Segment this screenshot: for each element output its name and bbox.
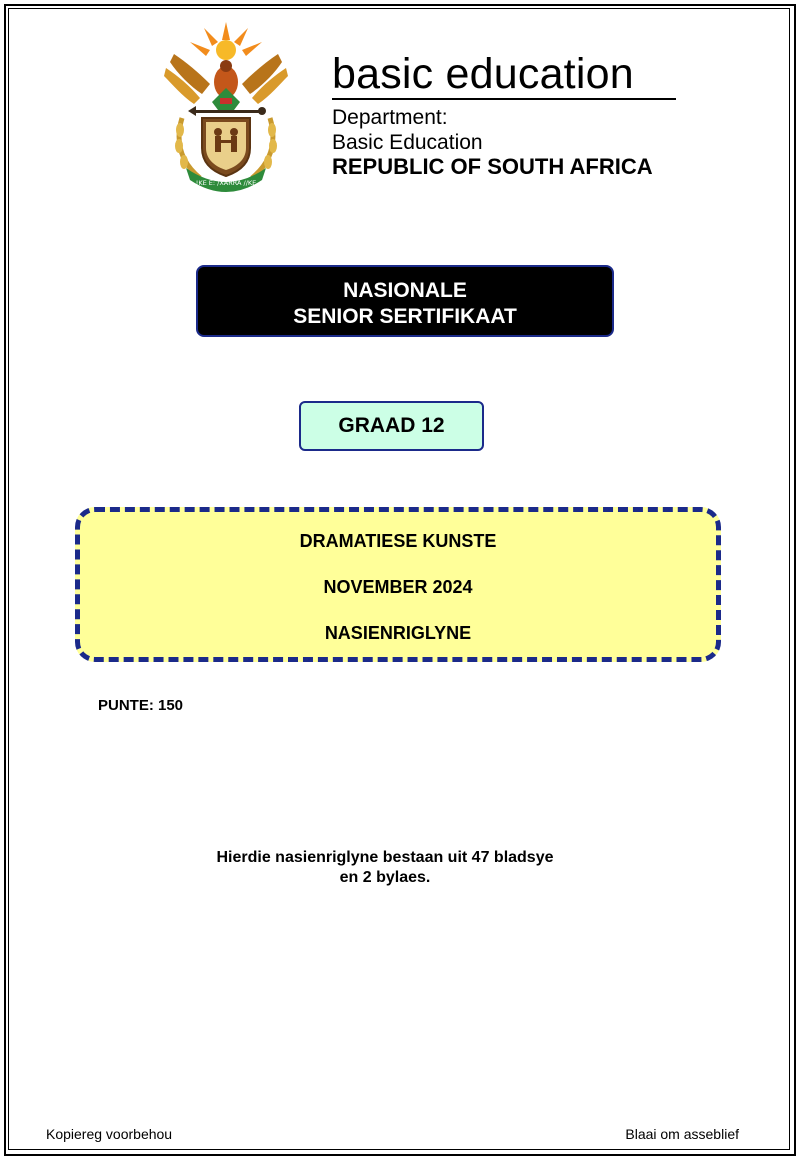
footer-turn-page: Blaai om asseblief xyxy=(625,1126,739,1142)
subject-name: DRAMATIESE KUNSTE xyxy=(299,531,497,551)
crest-motto: !KE E: /XARRA //KE xyxy=(195,179,257,187)
coat-of-arms-logo xyxy=(160,18,292,194)
page-count-note xyxy=(0,848,770,888)
country-name: REPUBLIC OF SOUTH AFRICA xyxy=(332,154,653,179)
page-count-line-2: en 2 bylaes. xyxy=(339,869,431,886)
brand-title: basic education xyxy=(332,50,634,98)
certificate-title-box xyxy=(196,265,614,337)
document-type: NASIENRIGLYNE xyxy=(324,623,472,643)
certificate-line-2: SENIOR SERTIFIKAAT xyxy=(293,305,517,328)
grade-badge: GRAAD 12 xyxy=(299,401,484,451)
page-count-line-1: Hierdie nasienriglyne bestaan uit 47 bladsye xyxy=(216,849,554,866)
footer-copyright: Kopiereg voorbehou xyxy=(46,1126,173,1142)
department-label: Department: xyxy=(332,106,448,129)
brand-underline xyxy=(332,98,676,100)
certificate-line-1: NASIONALE xyxy=(343,279,467,302)
exam-session: NOVEMBER 2024 xyxy=(323,577,473,597)
department-name: Basic Education xyxy=(332,131,483,154)
total-marks: PUNTE: 150 xyxy=(98,697,184,714)
subject-box xyxy=(75,507,721,662)
